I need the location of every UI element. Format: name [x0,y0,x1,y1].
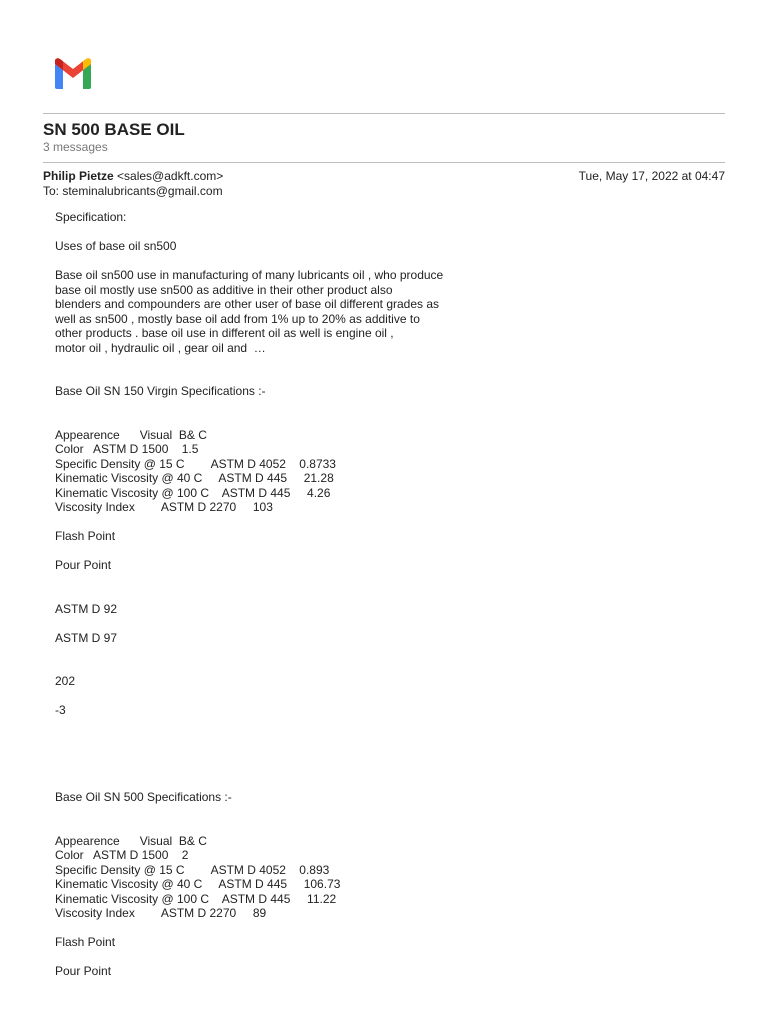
body-line [55,355,475,370]
body-line: Kinematic Viscosity @ 100 C ASTM D 445 11.22 [55,891,337,906]
body-line: Viscosity Index ASTM D 2270 89 [55,906,267,920]
body-line: Uses of base oil sn500 [55,239,177,253]
body-line: Flash Point [55,935,116,949]
body-line: Specific Density @ 15 C ASTM D 4052 0.893 [55,862,330,877]
body-line [55,587,475,602]
body-line [55,747,475,762]
body-line: Pour Point [55,964,112,978]
body-line: Kinematic Viscosity @ 100 C ASTM D 445 4.26 [55,485,331,500]
body-line [55,399,475,414]
body-line [55,645,475,660]
body-line: blenders and compounders are other user of base oil different grades as [55,297,440,311]
body-line [55,776,475,791]
body-line: Flash Point [55,529,116,543]
body-line: ASTM D 92 [55,601,118,616]
body-line [55,689,475,704]
body-line [55,413,475,428]
body-line [55,718,475,733]
body-line [55,370,475,385]
sender-name: Philip Pietze [43,169,114,183]
body-line [55,819,475,834]
body-line: Kinematic Viscosity @ 40 C ASTM D 445 21.28 [55,471,334,485]
header-divider [43,113,725,114]
body-line: Kinematic Viscosity @ 40 C ASTM D 445 106.73 [55,877,341,891]
message-body [55,210,475,979]
body-line: Specific Density @ 15 C ASTM D 4052 0.8733 [55,456,336,471]
body-line: Viscosity Index ASTM D 2270 103 [55,500,273,514]
subject-divider [43,162,725,163]
message-count: 3 messages [43,140,108,154]
body-line [55,254,475,269]
body-line [55,805,475,820]
body-line: Appearence Visual B& C [55,833,207,848]
body-line [55,616,475,631]
thread-subject: SN 500 BASE OIL [43,120,185,139]
body-line: motor oil , hydraulic oil , gear oil and … [55,340,266,355]
body-line [55,921,475,936]
body-line: other products . base oil use in different oil as well is engine oil , [55,326,394,340]
body-line [55,515,475,530]
body-line [55,544,475,559]
body-line [55,950,475,965]
body-line [55,761,475,776]
body-line: Color ASTM D 1500 2 [55,848,189,862]
body-line: Base Oil SN 500 Specifications :- [55,790,232,804]
body-line: Base Oil SN 150 Virgin Specifications :- [55,384,266,398]
body-line: Specification: [55,210,127,224]
body-line [55,732,475,747]
body-line: Color ASTM D 1500 1.5 [55,442,199,456]
sender-email: <sales@adkft.com> [117,169,224,183]
gmail-logo-icon [52,56,94,90]
body-line: Base oil sn500 use in manufacturing of many lubricants oil , who produce [55,268,444,282]
body-line: base oil mostly use sn500 as additive in their other product also [55,282,393,297]
body-line: Pour Point [55,558,112,572]
body-line: 202 [55,674,76,688]
body-line: Appearence Visual B& C [55,427,207,442]
message-date: Tue, May 17, 2022 at 04:47 [578,169,725,183]
body-line [55,660,475,675]
sender [43,169,223,183]
recipient: To: steminalubricants@gmail.com [43,184,223,198]
body-line [55,573,475,588]
body-line: ASTM D 97 [55,630,118,645]
body-line: -3 [55,703,66,717]
body-line: well as sn500 , mostly base oil add from 1% up to 20% as additive to [55,311,420,326]
body-line [55,225,475,240]
